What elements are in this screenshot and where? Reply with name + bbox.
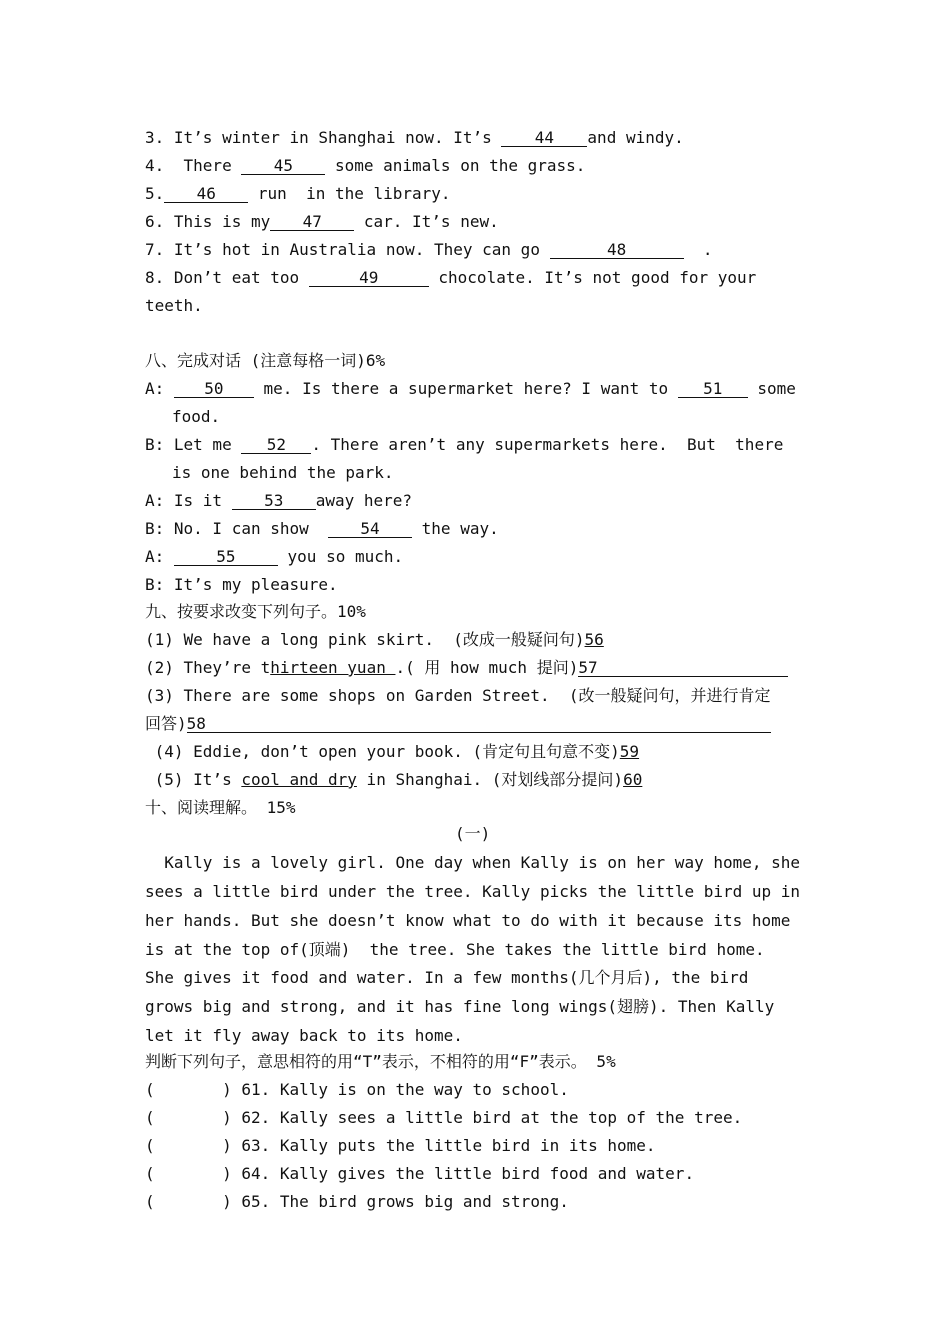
answer-blank-44[interactable]: 44 (501, 129, 587, 147)
answer-blank-60[interactable]: 60 (623, 770, 643, 789)
answer-blank-51[interactable]: 51 (678, 380, 748, 398)
question-3: 3. It’s winter in Shanghai now. It’s 44 and windy. (145, 128, 684, 147)
section-10-title: 十、阅读理解。 15% (145, 798, 296, 817)
section-8-title: 八、完成对话 (注意每格一词)6% (145, 351, 386, 370)
answer-blank-55[interactable]: 55 (174, 548, 278, 566)
answer-blank-46[interactable]: 46 (164, 185, 248, 203)
answer-blank-45[interactable]: 45 (241, 157, 325, 175)
answer-blank-49[interactable]: 49 (309, 269, 429, 287)
transform-item-2: (2) They’re thirteen yuan .( 用 how much 提问)57 (145, 658, 788, 678)
answer-blank-53[interactable]: 53 (232, 492, 316, 510)
tf-item-61[interactable]: ( ) 61. Kally is on the way to school. (145, 1080, 569, 1099)
tf-item-62[interactable]: ( ) 62. Kally sees a little bird at the top of the tree. (145, 1108, 743, 1127)
dialogue-b2: B: No. I can show 54 the way. (145, 519, 499, 538)
transform-item-4: (4) Eddie, don’t open your book. (肯定句且句意不变)59 (145, 742, 640, 761)
passage-line: her hands. But she doesn’t know what to do with it because its home (145, 911, 791, 930)
question-6: 6. This is my 47 car. It’s new. (145, 212, 499, 231)
tf-item-65[interactable]: ( ) 65. The bird grows big and strong. (145, 1192, 569, 1211)
passage-line: She gives it food and water. In a few months(几个月后), the bird (145, 968, 749, 987)
section-9-title: 九、按要求改变下列句子。10% (145, 602, 366, 621)
passage-line: sees a little bird under the tree. Kally picks the little bird up in (145, 882, 801, 901)
dialogue-a3: A: 55 you so much. (145, 547, 404, 566)
dialogue-a2: A: Is it 53 away here? (145, 491, 413, 510)
dialogue-a1: A: 50 me. Is there a supermarket here? I want to 51 some (145, 379, 796, 398)
answer-blank-56[interactable]: 56 (584, 630, 604, 649)
transform-item-1: (1) We have a long pink skirt. (改成一般疑问句)56 (145, 630, 604, 649)
passage-line: let it fly away back to its home. (145, 1026, 463, 1045)
answer-blank-54[interactable]: 54 (328, 520, 412, 538)
answer-blank-50[interactable]: 50 (174, 380, 254, 398)
dialogue-b1-continued: is one behind the park. (172, 463, 394, 482)
answer-blank-59[interactable]: 59 (619, 742, 640, 761)
transform-item-3: (3) There are some shops on Garden Street. (改一般疑问句，并进行肯定 (145, 686, 771, 705)
passage-line: is at the top of(顶端) the tree. She takes the little bird home. (145, 940, 765, 959)
true-false-instruction: 判断下列句子，意思相符的用“T”表示，不相符的用“F”表示。 5% (145, 1052, 616, 1071)
dialogue-b1: B: Let me 52 . There aren’t any supermarkets here. But there (145, 435, 784, 454)
question-4: 4. There 45 some animals on the grass. (145, 156, 586, 175)
question-8-continued: teeth. (145, 296, 203, 315)
reading-part-one: (一) (455, 824, 491, 843)
passage-line: Kally is a lovely girl. One day when Kally is on her way home, she (145, 853, 801, 872)
answer-blank-47[interactable]: 47 (270, 213, 354, 231)
passage-line: grows big and strong, and it has fine long wings(翅膀). Then Kally (145, 997, 775, 1016)
dialogue-a1-continued: food. (172, 407, 221, 426)
transform-item-3-answer: 回答)58 (145, 714, 771, 734)
answer-blank-52[interactable]: 52 (241, 436, 311, 454)
question-7: 7. It’s hot in Australia now. They can go 48 . (145, 240, 713, 259)
answer-blank-58[interactable]: 58 (187, 715, 771, 733)
answer-blank-57[interactable]: 57 (578, 659, 788, 677)
question-8: 8. Don’t eat too 49 chocolate. It’s not good for your (145, 268, 757, 287)
answer-blank-48[interactable]: 48 (550, 241, 684, 259)
tf-item-64[interactable]: ( ) 64. Kally gives the little bird food and water. (145, 1164, 695, 1183)
dialogue-b3: B: It’s my pleasure. (145, 575, 338, 594)
transform-item-5: (5) It’s cool and dry in Shanghai. (对划线部分提问)60 (145, 770, 643, 789)
tf-item-63[interactable]: ( ) 63. Kally puts the little bird in its home. (145, 1136, 656, 1155)
question-5: 5. 46 run in the library. (145, 184, 451, 203)
